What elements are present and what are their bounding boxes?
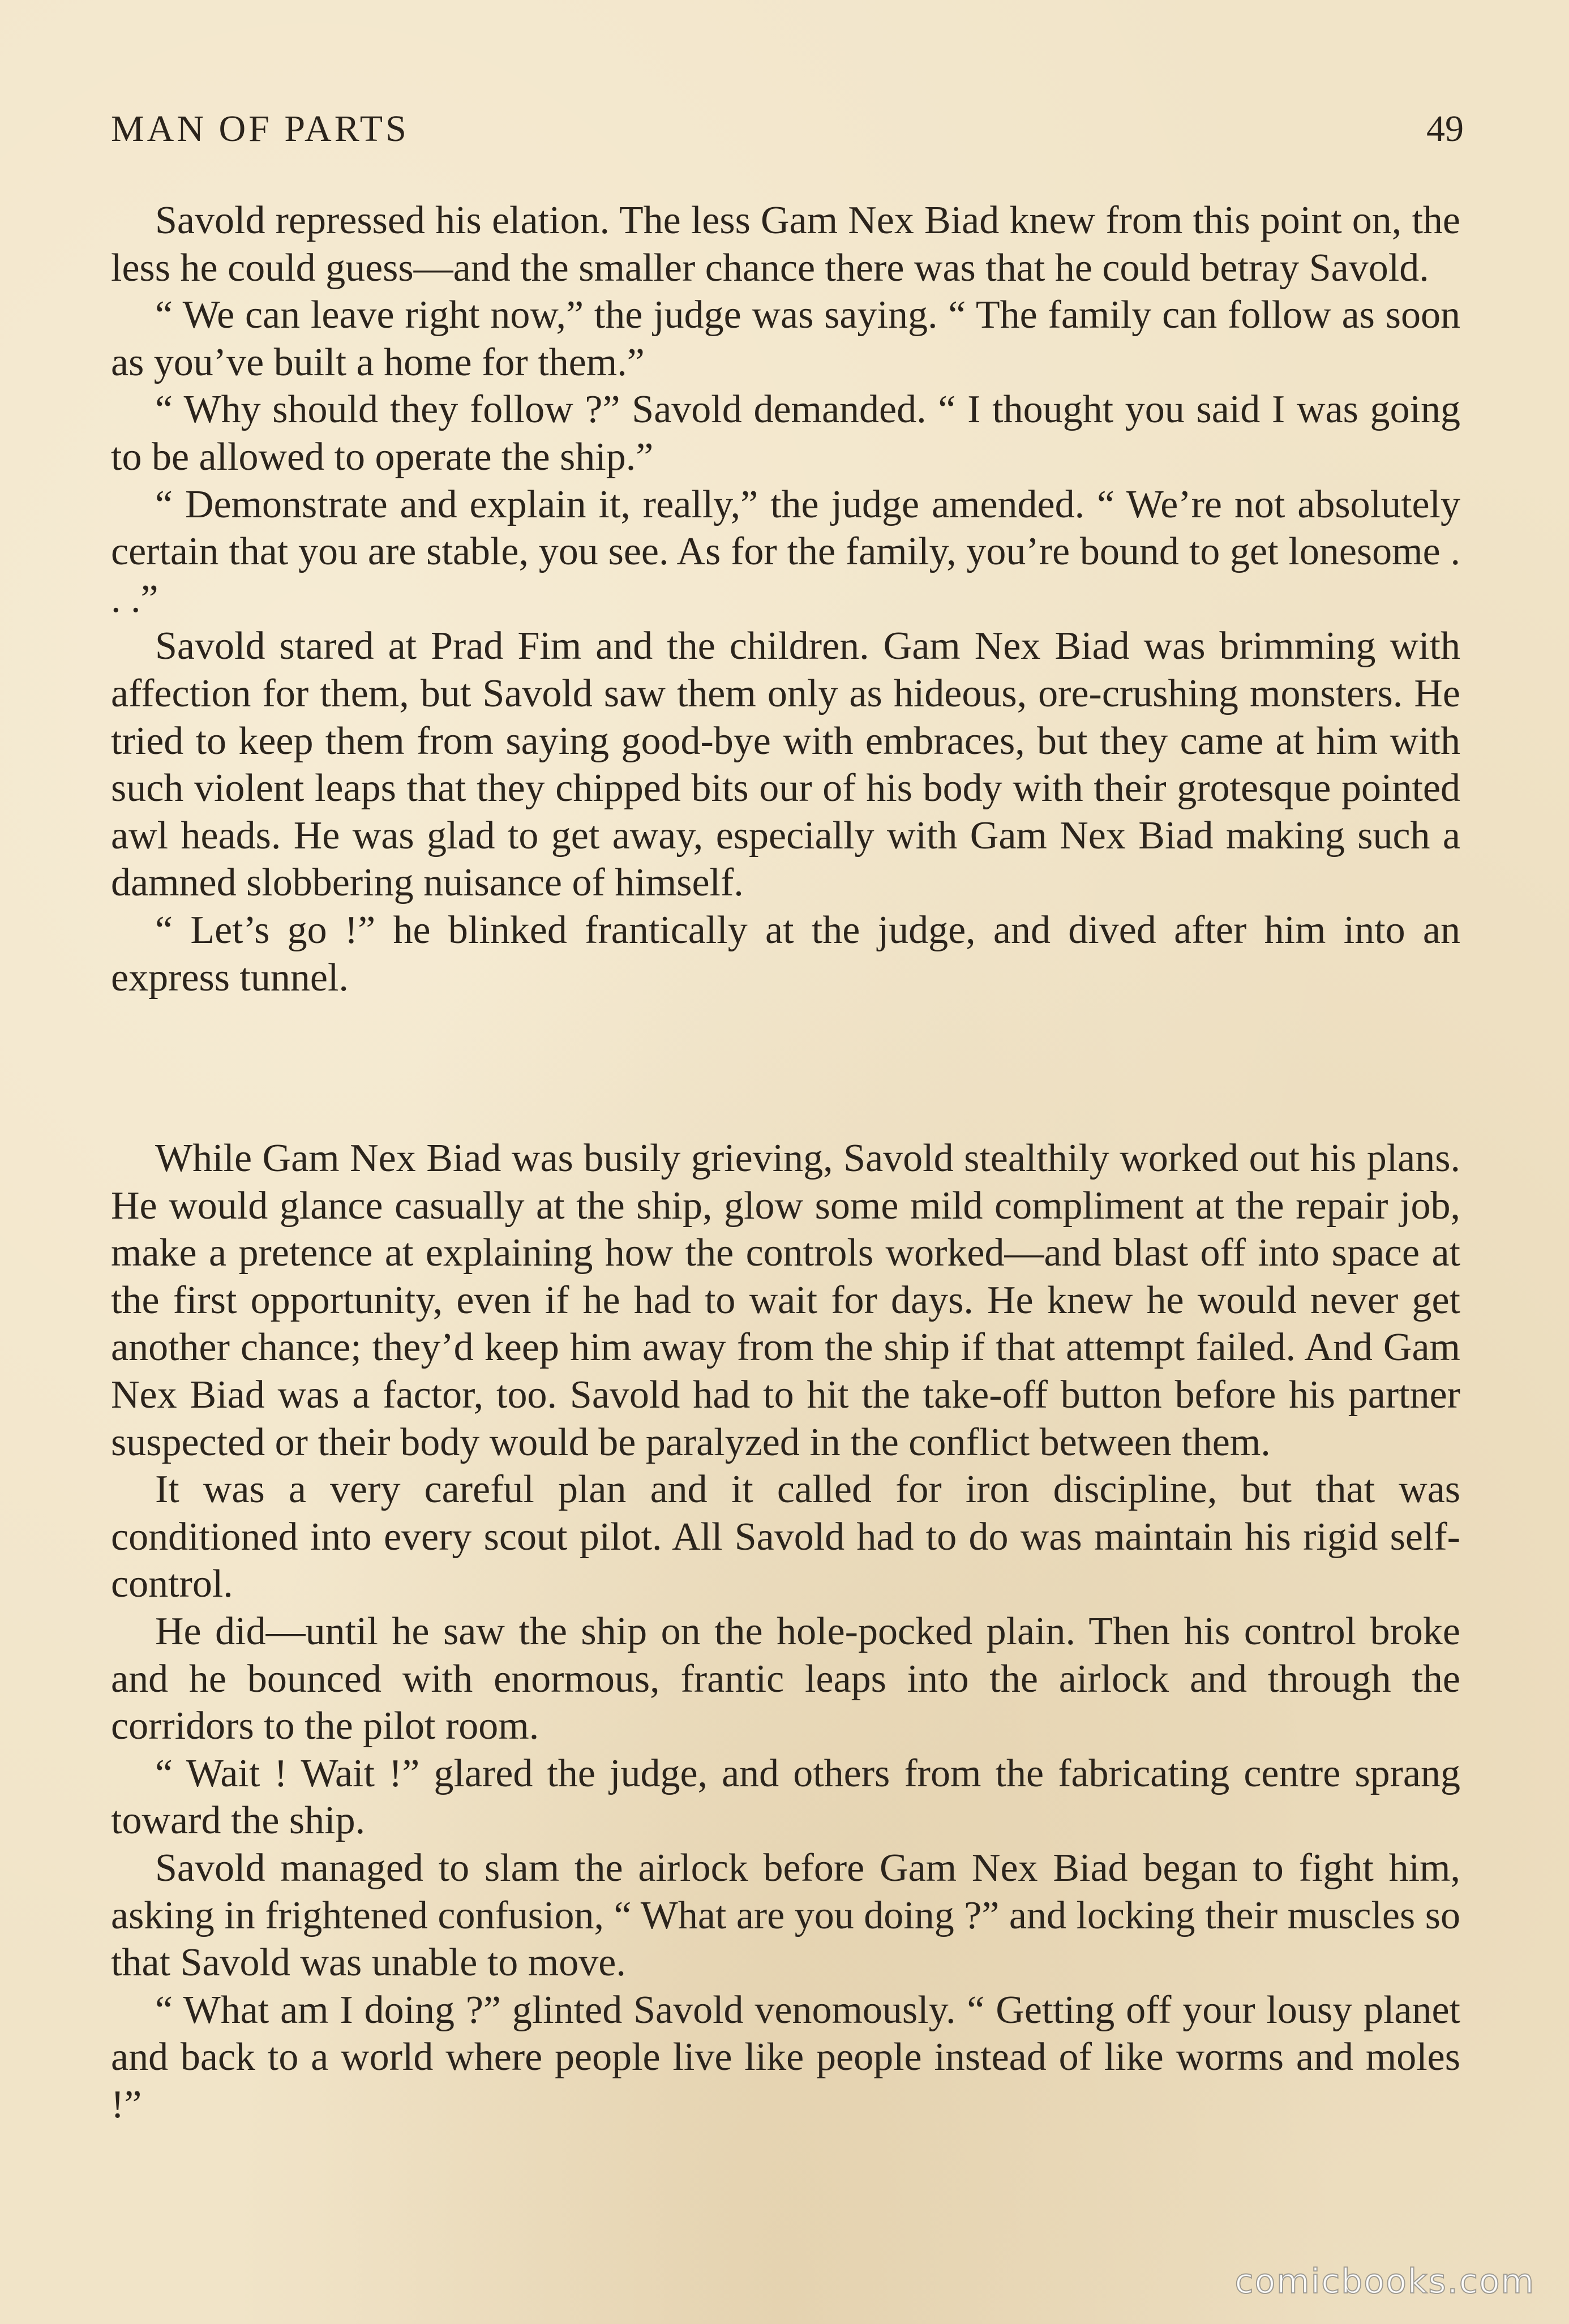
paragraph: “ Let’s go !” he blinked frantically at the judge, and dived after him into an express tunnel.	[111, 908, 1460, 1000]
paragraph: Savold managed to slam the airlock before Gam Nex Biad began to fight him, asking in frightened confusion, “ What are you doing ?” and locking their muscles so that Savold was unable to move.	[111, 1846, 1460, 1985]
running-head	[111, 101, 1464, 157]
paragraph: “ What am I doing ?” glinted Savold venomously. “ Getting off your lousy planet and back to a world where people live like people instead of like worms and moles !”	[111, 1988, 1460, 2126]
paragraph: It was a very careful plan and it called for iron discipline, but that was conditioned into every scout pilot. All Savold had to do was maintain his rigid self-control.	[111, 1468, 1460, 1606]
paragraph: “ Wait ! Wait !” glared the judge, and others from the fabricating centre sprang toward the ship.	[111, 1751, 1460, 1843]
watermark: comicbooks.com	[1234, 2262, 1535, 2301]
page-number: 49	[1426, 108, 1464, 149]
paragraph: While Gam Nex Biad was busily grieving, Savold stealthily worked out his plans. He would glance casually at the ship, glow some mild compliment at the repair job, make a pretence at explaining how the controls worked—and blast off into space at the first opportunity, even if he had to wait for days. He knew he would never get another chance; they’d keep him away from the ship if that attempt failed. And Gam Nex Biad was a factor, too. Savold had to hit the take-off button before his partner suspected or their body would be paralyzed in the conflict between them.	[111, 1137, 1460, 1464]
paragraph: “ We can leave right now,” the judge was saying. “ The family can follow as soon as you’ve built a home for them.”	[111, 293, 1460, 384]
paragraph: “ Why should they follow ?” Savold demanded. “ I thought you said I was going to be allowed to operate the ship.”	[111, 388, 1460, 479]
running-title: MAN OF PARTS	[111, 108, 409, 149]
paragraph: He did—until he saw the ship on the hole-pocked plain. Then his control broke and he bounced with enormous, frantic leaps into the airlock and through the corridors to the pilot room.	[111, 1609, 1460, 1748]
text-section-1	[111, 197, 1460, 1001]
text-section-2	[111, 1135, 1460, 2128]
paragraph: Savold stared at Prad Fim and the children. Gam Nex Biad was brimming with affection for them, but Savold saw them only as hideous, ore-crushing monsters. He tried to keep them from saying good-bye with embraces, but they came at him with such violent leaps that they chipped bits our of his body with their grotesque pointed awl heads. He was glad to get away, especially with Gam Nex Biad making such a damned slobbering nuisance of himself.	[111, 624, 1460, 905]
paragraph: “ Demonstrate and explain it, really,” the judge amended. “ We’re not absolutely certain that you are stable, you see. As for the family, you’re bound to get lonesome . . .”	[111, 482, 1460, 621]
paragraph: Savold repressed his elation. The less Gam Nex Biad knew from this point on, the less he could guess—and the smaller chance there was that he could betray Savold.	[111, 199, 1460, 290]
